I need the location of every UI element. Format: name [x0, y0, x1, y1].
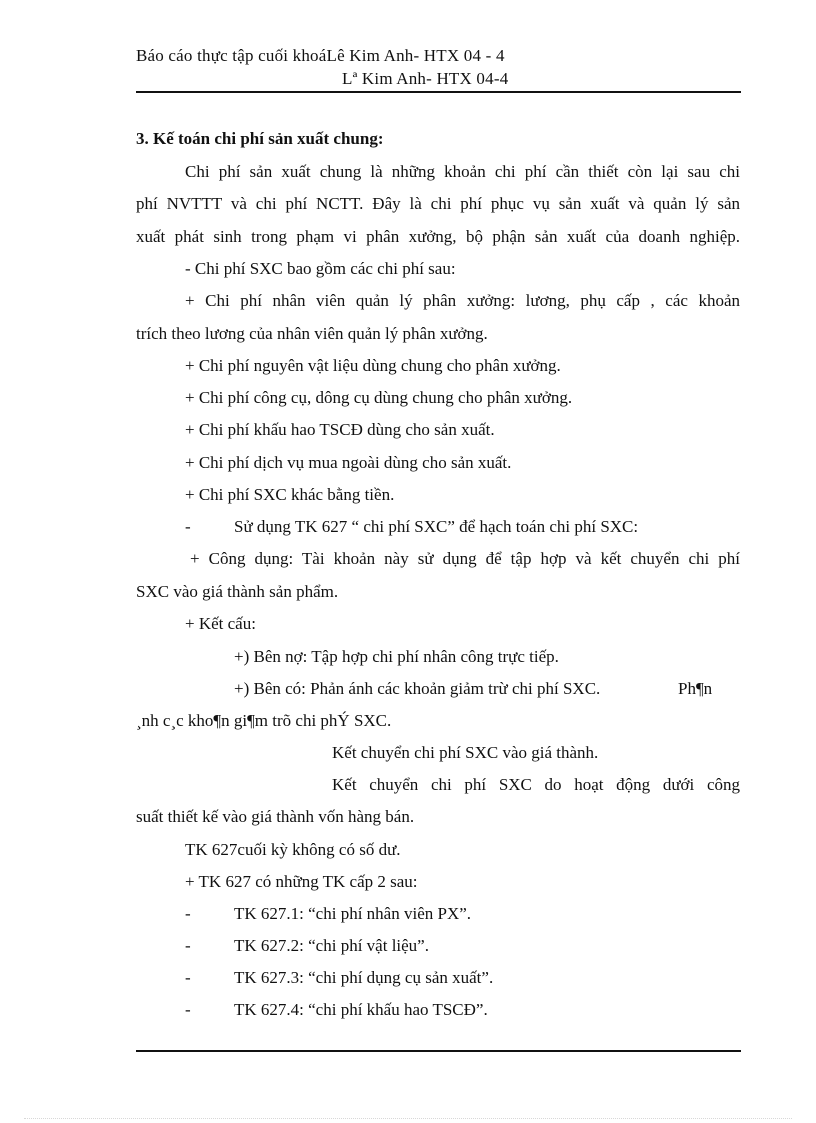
header-title: Báo cáo thực tập cuối khoáLê Kim Anh- HTX 04 - 4	[136, 46, 505, 65]
list-item: Kết chuyển chi phí SXC do hoạt động dưới công	[332, 775, 740, 794]
list-item: + Chi phí dịch vụ mua ngoài dùng cho sản xuất.	[185, 453, 512, 472]
account-item: TK 627.3: “chi phí dụng cụ sản xuất”.	[234, 968, 494, 987]
page-bottom-edge	[24, 1118, 792, 1119]
paragraph-line: xuất phát sinh trong phạm vi phân xưởng, bộ phận sản xuất của doanh nghiệp.	[136, 227, 740, 246]
garbled-text: Ph¶n	[678, 679, 713, 698]
dash-bullet: -	[185, 1000, 191, 1019]
dash-bullet: -	[185, 904, 191, 923]
account-item: TK 627.4: “chi phí khấu hao TSCĐ”.	[234, 1000, 488, 1019]
paragraph-line: TK 627cuối kỳ không có số dư.	[185, 840, 401, 859]
garbled-text: ¸nh c¸c kho¶n gi¶m trõ chi phÝ SXC.	[136, 711, 392, 730]
header-author: Lª Kim Anh- HTX 04-4	[342, 69, 509, 88]
list-item: +) Bên có: Phản ánh các khoản giảm trừ chi phí SXC.	[234, 679, 601, 698]
list-item: + Chi phí nhân viên quản lý phân xưởng: lương, phụ cấp , các khoản	[185, 291, 740, 310]
list-item: + Kết cấu:	[185, 614, 256, 633]
list-item: Sử dụng TK 627 “ chi phí SXC” để hạch toán chi phí SXC:	[234, 517, 639, 536]
paragraph-line: Chi phí sản xuất chung là những khoản chi phí cần thiết còn lại sau chi	[185, 162, 740, 181]
list-item: +) Bên nợ: Tập hợp chi phí nhân công trực tiếp.	[234, 647, 559, 666]
section-title: 3. Kế toán chi phí sản xuất chung:	[136, 129, 384, 148]
list-item: + Chi phí SXC khác bằng tiền.	[185, 485, 395, 504]
paragraph-line: - Chi phí SXC bao gồm các chi phí sau:	[185, 259, 456, 278]
list-item-continuation: SXC vào giá thành sản phẩm.	[136, 582, 339, 601]
list-item: + Chi phí công cụ, dông cụ dùng chung cho phân xưởng.	[185, 388, 573, 407]
dash-bullet: -	[185, 517, 191, 536]
list-item: + Chi phí khấu hao TSCĐ dùng cho sản xuất.	[185, 420, 495, 439]
list-item-continuation: suất thiết kế vào giá thành vốn hàng bán.	[136, 807, 415, 826]
list-item: Kết chuyển chi phí SXC vào giá thành.	[332, 743, 599, 762]
list-item-continuation: trích theo lương của nhân viên quản lý phân xưởng.	[136, 324, 488, 343]
dash-bullet: -	[185, 968, 191, 987]
paragraph-line: phí NVTTT và chi phí NCTT. Đây là chi phí phục vụ sản xuất và quản lý sản	[136, 194, 740, 213]
header-rule	[136, 91, 741, 93]
list-item: + TK 627 có những TK cấp 2 sau:	[185, 872, 418, 891]
account-item: TK 627.1: “chi phí nhân viên PX”.	[234, 904, 472, 923]
footer-rule	[136, 1050, 741, 1052]
account-item: TK 627.2: “chi phí vật liệu”.	[234, 936, 429, 955]
dash-bullet: -	[185, 936, 191, 955]
list-item: + Công dụng: Tài khoản này sử dụng để tập hợp và kết chuyển chi phí	[190, 549, 740, 568]
list-item: + Chi phí nguyên vật liệu dùng chung cho phân xưởng.	[185, 356, 561, 375]
